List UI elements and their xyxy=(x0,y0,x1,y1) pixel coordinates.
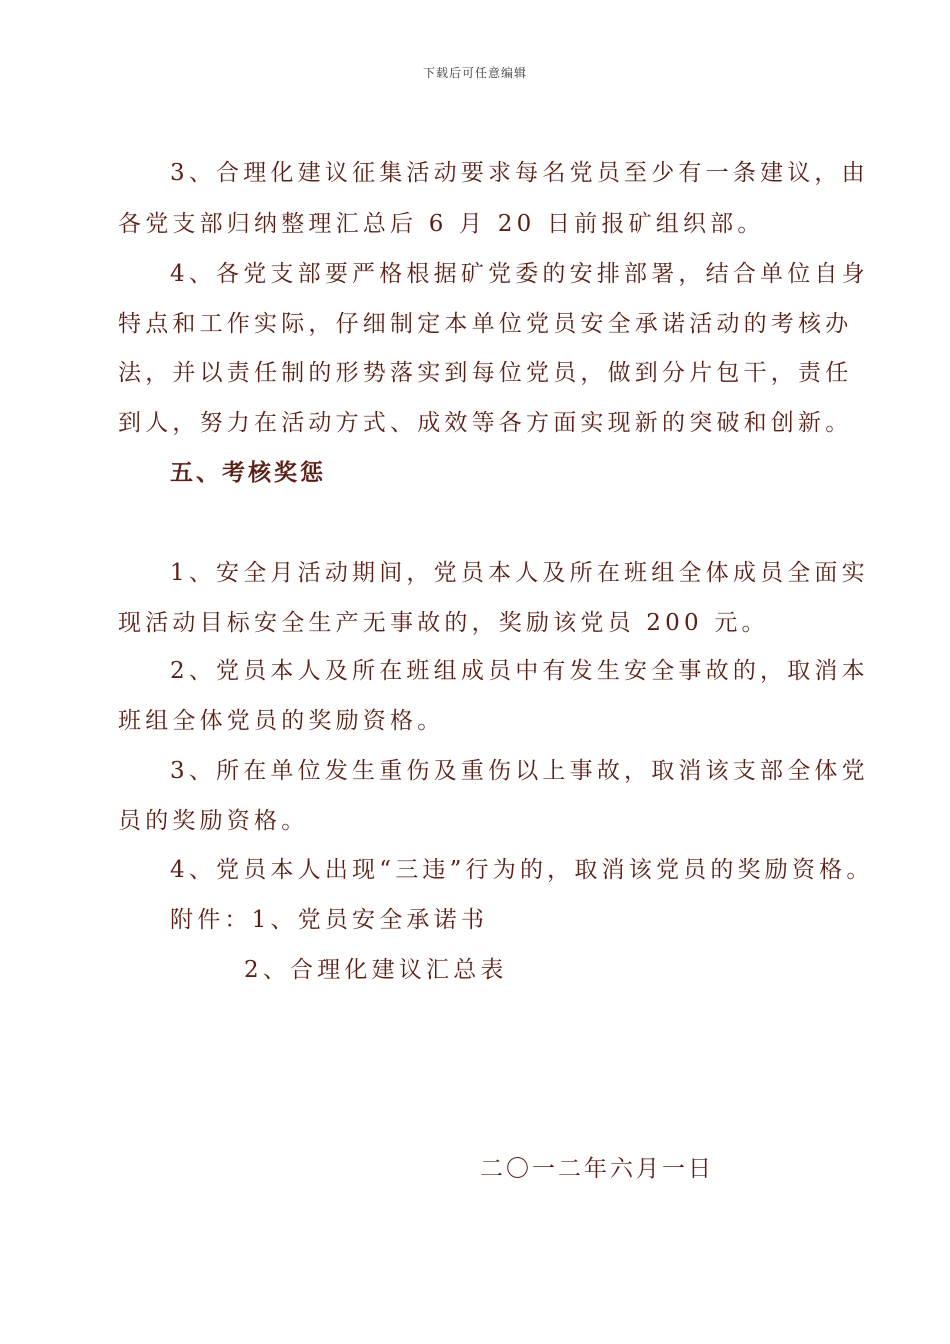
paragraph-line: 班组全体党员的奖励资格。 xyxy=(118,708,445,734)
paragraph-line: 3、合理化建议征集活动要求每名党员至少有一条建议，由 xyxy=(170,160,869,186)
section-heading: 五、考核奖惩 xyxy=(170,459,326,486)
attachment-line: 2、合理化建议汇总表 xyxy=(244,957,508,983)
paragraph-line: 各党支部归纳整理汇总后 6 月 20 日前报矿组织部。 xyxy=(118,211,765,237)
paragraph-line: 员的奖励资格。 xyxy=(118,808,309,834)
document-date: 二〇一二年六月一日 xyxy=(480,1156,714,1182)
attachment-line: 附件：1、党员安全承诺书 xyxy=(170,907,489,933)
paragraph-line: 特点和工作实际，仔细制定本单位党员安全承诺活动的考核办 xyxy=(118,311,853,337)
paragraph-line: 2、党员本人及所在班组成员中有发生安全事故的，取消本 xyxy=(170,658,869,684)
paragraph-line: 法，并以责任制的形势落实到每位党员，做到分片包干，责任 xyxy=(118,360,853,386)
paragraph-line: 4、党员本人出现“三违”行为的，取消该党员的奖励资格。 xyxy=(170,857,874,883)
paragraph-line: 3、所在单位发生重伤及重伤以上事故，取消该支部全体党 xyxy=(170,758,869,784)
paragraph-line: 到人，努力在活动方式、成效等各方面实现新的突破和创新。 xyxy=(118,410,853,436)
paragraph-line: 4、各党支部要严格根据矿党委的安排部署，结合单位自身 xyxy=(170,261,869,287)
paragraph-line: 1、安全月活动期间，党员本人及所在班组全体成员全面实 xyxy=(170,560,869,586)
paragraph-line: 现活动目标安全生产无事故的，奖励该党员 200 元。 xyxy=(118,610,769,636)
header-note: 下载后可任意编辑 xyxy=(422,66,527,80)
